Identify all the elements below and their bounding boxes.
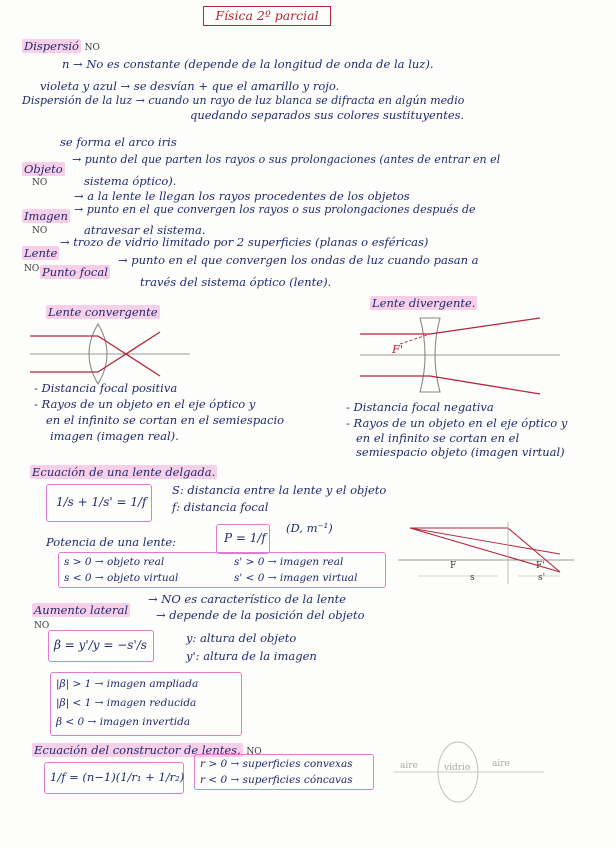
dispersion-line-3b: quedando separados sus colores sustituyentes. [190,108,465,122]
diagram-label-f: F [450,561,457,571]
objeto-heading: Objeto [24,162,63,176]
convergente-item-3: en el infinito se cortan en el semiespacio [46,413,285,427]
objeto-line-1: → punto del que parten los rayos o sus prolongaciones (antes de entrar en el [72,153,501,166]
no-mark: NO [24,264,40,274]
aumento-desc-1: → NO es característico de la lente [148,592,347,606]
magnification-case-2: |β| < 1 → imagen reducida [56,697,197,709]
divergente-item-4: semiespacio objeto (imagen virtual) [356,445,565,459]
dispersion-heading: Dispersió NO [24,39,100,53]
radius-negative: r < 0 → superficies cóncavas [200,774,353,786]
imagen-heading: Imagen [24,209,68,223]
convergente-item-4: imagen (imagen real). [50,429,179,443]
thin-lens-formula: 1/s + 1/s' = 1/f [56,495,147,509]
divergente-item-1: - Distancia focal negativa [346,400,494,414]
no-mark: NO [34,621,50,631]
aumento-heading: Aumento lateral [34,603,129,617]
ecuacion-heading: Ecuación de una lente delgada. [32,465,216,479]
y-definition: y: altura del objeto [186,631,297,645]
magnification-case-1: |β| > 1 → imagen ampliada [56,678,199,690]
sign-row-2-b: s' < 0 → imagen virtual [234,572,358,584]
medium-label-glass: vidrio [444,763,471,773]
potencia-heading: Potencia de una lente: [46,535,176,549]
magnification-formula: β = y'/y = −s'/s [54,638,147,652]
punto-focal-line-2: través del sistema óptico (lente). [140,275,332,289]
focus-label: F' [392,342,404,356]
power-units: (D, m⁻¹) [286,521,333,535]
sign-row-2-a: s < 0 → objeto virtual [64,572,179,584]
dispersion-line-4: se forma el arco iris [60,135,177,149]
convergente-item-2: - Rayos de un objeto en el eje óptico y [34,397,256,411]
constructor-heading: Ecuación del constructor de lentes. NO [34,743,262,757]
punto-focal-heading: Punto focal [42,265,108,279]
divergente-item-2: - Rayos de un objeto en el eje óptico y [346,416,568,430]
sign-row-1-b: s' > 0 → imagen real [234,556,344,568]
convergente-item-1: - Distancia focal positiva [34,381,178,395]
sign-row-1-a: s > 0 → objeto real [64,556,165,568]
aumento-desc-2: → depende de la posición del objeto [156,608,365,622]
radius-positive: r > 0 → superficies convexas [200,758,353,770]
medium-label-air-right: aire [492,759,510,769]
objeto-line-2: sistema óptico). [84,174,177,188]
divergente-item-3: en el infinito se cortan en el [356,431,520,445]
objeto-line-3: → a la lente le llegan los rayos procedentes de los objetos [74,189,410,203]
magnification-case-3: β < 0 → imagen invertida [56,716,191,728]
no-mark: NO [246,747,262,757]
page-title: Física 2º parcial [203,6,331,26]
convergent-lens-diagram [30,318,190,390]
image-formation-diagram [398,514,574,588]
no-mark: NO [32,178,48,188]
medium-label-air-left: aire [400,761,418,771]
dispersion-line-2: violeta y azul → se desvían + que el amarillo y rojo. [40,79,340,93]
no-mark: NO [84,43,100,53]
imagen-line-2: atravesar el sistema. [84,223,206,237]
lente-heading: Lente [24,246,58,260]
y-prime-definition: y': altura de la imagen [186,649,317,663]
power-formula: P = 1/f [224,531,266,545]
dispersion-line-3a: Dispersión de la luz → cuando un rayo de luz blanca se difracta en algún medio [22,94,465,107]
lensmaker-formula: 1/f = (n−1)(1/r₁ + 1/r₂) [50,770,185,784]
imagen-line-1: → punto en el que convergen los rayos o sus prolongaciones después de [74,203,476,216]
convergente-heading: Lente convergente [48,305,158,319]
no-mark: NO [32,226,48,236]
lente-line-1: → trozo de vidrio limitado por 2 superficies (planas o esféricas) [60,235,429,249]
diagram-label-f-prime: F' [536,561,545,571]
punto-focal-line-1: → punto en el que convergen los ondas de luz cuando pasan a [118,253,479,267]
f-definition: f: distancia focal [172,500,269,514]
s-definition: S: distancia entre la lente y el objeto [172,483,387,497]
divergent-lens-diagram [360,310,560,400]
dispersion-line-1: n → No es constante (depende de la longitud de onda de la luz). [62,57,434,71]
diagram-label-s-prime: s' [538,573,546,583]
divergente-heading: Lente divergente. [372,296,476,310]
diagram-label-s: s [470,573,475,583]
